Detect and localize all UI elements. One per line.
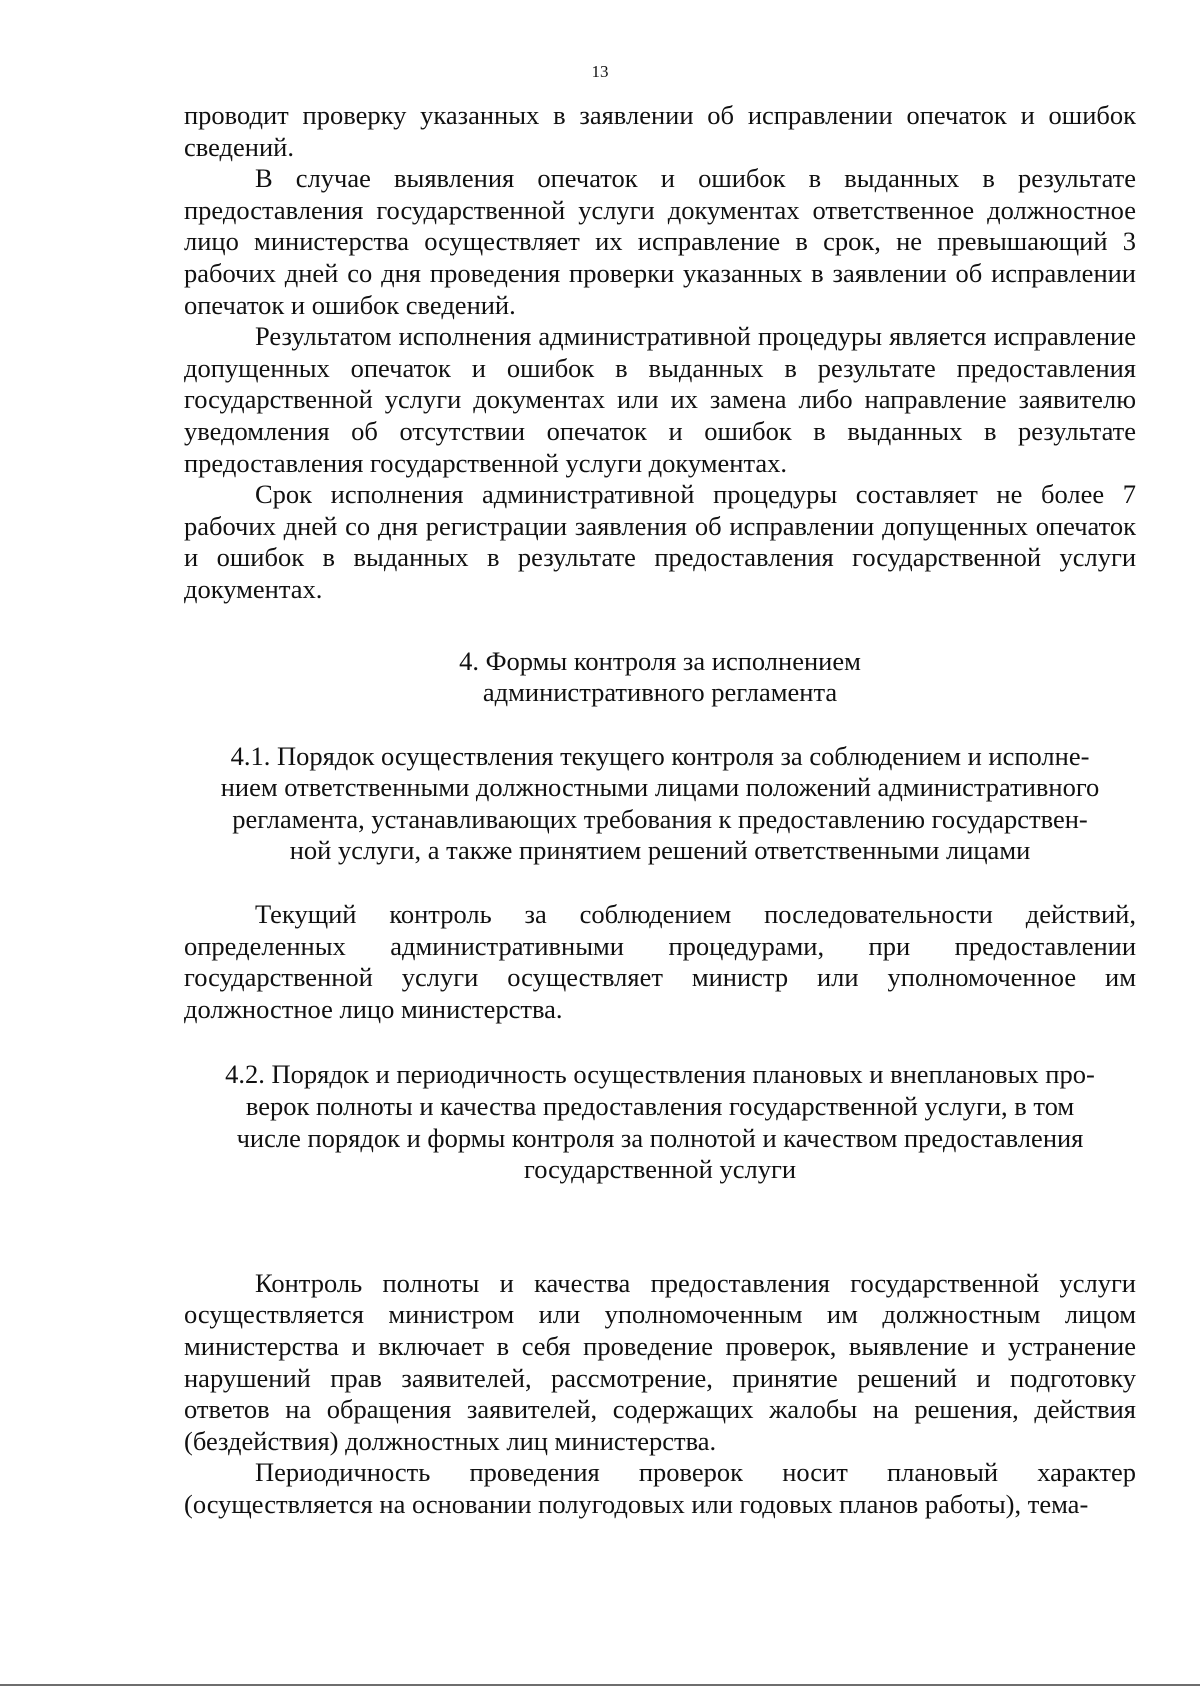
paragraph-continuation: проводит проверку указанных в заявлении об исправлении опечаток и ошибок сведений. xyxy=(184,100,1136,162)
subsection-4-1-heading-line: нием ответственными должностными лицами положений административного xyxy=(220,772,1100,803)
subsection-4-1-heading-line: 4.1. Порядок осуществления текущего контроля за соблюдением и исполне- xyxy=(230,740,1090,771)
subsection-4-2-heading-line: верок полноты и качества предоставления государственной услуги, в том xyxy=(245,1091,1075,1122)
paragraph-current-control: Текущий контроль за соблюдением последовательности действий, определенных административными процедурами, при предоставлении государственной услуги осуществляет министр или уполномоченное им должностное лицо министерства. xyxy=(184,899,1136,1024)
section-4-heading-line: 4. Формы контроля за исполнением xyxy=(459,645,861,676)
section-4-heading xyxy=(184,646,1136,709)
subsection-4-1-heading-line: ной услуги, а также принятием решений ответственными лицами xyxy=(289,835,1031,866)
subsection-4-2-heading-line: 4.2. Порядок и периодичность осуществления плановых и внеплановых про- xyxy=(225,1059,1095,1090)
paragraph-error-correction: В случае выявления опечаток и ошибок в выданных в результате предоставления государственной услуги документах ответственное должностное лицо министерства осуществляет их исправление в срок, не превышающий 3 рабочих дней со дня проведения проверки указанных в заявлении об исправлении опечаток и ошибок сведений. xyxy=(184,163,1136,320)
subsection-4-2-heading-line: государственной услуги xyxy=(523,1154,797,1185)
subsection-4-1-heading-line: регламента, устанавливающих требования к предоставлению государствен- xyxy=(232,803,1088,834)
subsection-4-1-heading xyxy=(184,741,1136,867)
subsection-4-2-heading xyxy=(184,1059,1136,1185)
page-number: 13 xyxy=(591,62,609,81)
section-4-heading-line: административного регламента xyxy=(482,677,838,708)
paragraph-inspection-frequency: Периодичность проведения проверок носит плановый характер (осуществляется на основании полугодовых или годовых планов работы), тема- xyxy=(184,1457,1136,1519)
subsection-4-2-heading-line: числе порядок и формы контроля за полнотой и качеством предоставления xyxy=(236,1122,1084,1153)
paragraph-procedure-term: Срок исполнения административной процедуры составляет не более 7 рабочих дней со дня регистрации заявления об исправлении допущенных опечаток и ошибок в выданных в результате предоставления государственной услуги документах. xyxy=(184,479,1136,604)
paragraph-procedure-result: Результатом исполнения административной процедуры является исправление допущенных опечаток и ошибок в выданных в результате предоставления государственной услуги документах или их замена либо направление заявителю уведомления об отсутствии опечаток и ошибок в выданных в результате предоставления государственной услуги документах. xyxy=(184,321,1136,478)
document-body xyxy=(184,100,1136,1521)
paragraph-quality-control: Контроль полноты и качества предоставления государственной услуги осуществляется министром или уполномоченным им должностным лицом министерства и включает в себя проведение проверок, выявление и устранение нарушений прав заявителей, рассмотрение, принятие решений и подготовку ответов на обращения заявителей, содержащих жалобы на решения, действия (бездействия) должностных лиц министерства. xyxy=(184,1267,1136,1456)
page-bottom-edge xyxy=(0,1684,1200,1686)
